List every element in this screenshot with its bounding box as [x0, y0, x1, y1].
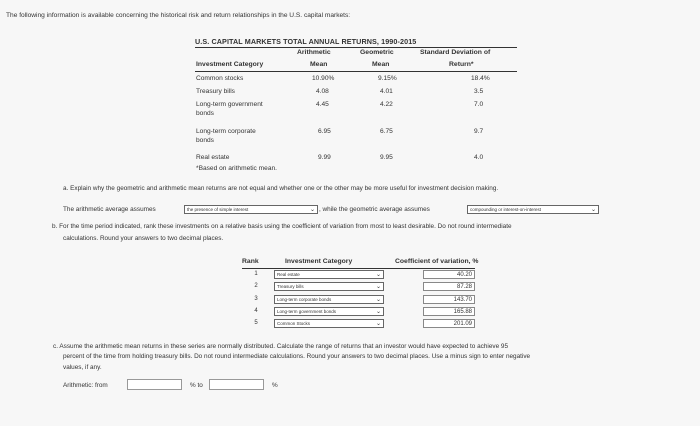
- row-arith: 4.45: [316, 101, 329, 108]
- rank-category-value: Treasury bills: [277, 284, 304, 289]
- arith-header-bottom: Mean: [310, 61, 328, 68]
- row-geo: 4.01: [380, 88, 393, 95]
- cv-input[interactable]: 40.20: [423, 270, 475, 279]
- row-category-cont: bonds: [196, 137, 214, 144]
- row-geo: 9.15%: [378, 75, 397, 82]
- row-category: Common stocks: [196, 75, 244, 82]
- geometric-assumption-value: compounding or interest-on-interest: [470, 207, 542, 212]
- sd-header-top: Standard Deviation of: [420, 49, 491, 56]
- part-c-question: c. Assume the arithmetic mean returns in these series are normally distributed. Calculate the range of returns that an investor would have expected to achieve 95: [53, 343, 509, 350]
- row-geo: 6.75: [380, 128, 393, 135]
- to-label: % to: [190, 382, 203, 389]
- row-arith: 9.99: [318, 154, 331, 161]
- rank-category-value: Common Stocks: [277, 321, 311, 326]
- percent-label: %: [272, 382, 278, 389]
- cv-input[interactable]: 201.09: [423, 319, 475, 328]
- row-sd: 9.7: [474, 128, 484, 135]
- row-sd: 7.0: [474, 101, 484, 108]
- rank-category-select[interactable]: [274, 270, 384, 279]
- part-a-prefix: The arithmetic average assumes: [63, 206, 156, 213]
- cv-input[interactable]: 165.88: [423, 307, 475, 316]
- geometric-assumption-dropdown[interactable]: [467, 205, 599, 214]
- row-arith: 4.08: [316, 88, 329, 95]
- rank-number: 1: [254, 271, 258, 277]
- arithmetic-assumption-dropdown[interactable]: [184, 205, 318, 214]
- rank-number: 3: [254, 296, 258, 302]
- rank-category-value: Long-term government bonds: [277, 309, 337, 314]
- part-c-question-cont: percent of the time from holding treasury bills. Do not round intermediate calculations. Round your answers to two decimal places. Use a minus sign to enter negative: [63, 353, 531, 360]
- rank-category-value: Real estate: [277, 272, 300, 277]
- rank-number: 4: [254, 308, 258, 314]
- cv-header: Coefficient of variation, %: [395, 258, 479, 265]
- category-col-header: Investment Category: [285, 258, 353, 265]
- table-footnote: *Based on arithmetic mean.: [196, 165, 277, 172]
- range-from-input[interactable]: [127, 379, 182, 390]
- row-arith: 6.95: [318, 128, 331, 135]
- geo-header-bottom: Mean: [372, 61, 390, 68]
- rank-category-select[interactable]: [274, 319, 384, 328]
- row-geo: 4.22: [380, 101, 393, 108]
- part-a-middle: , while the geometric average assumes: [319, 206, 430, 213]
- row-sd: 3.5: [474, 88, 484, 95]
- row-category: Treasury bills: [196, 88, 235, 95]
- chevron-down-icon: ⌄: [375, 297, 382, 303]
- arith-header-top: Arithmetic: [297, 49, 331, 56]
- table-title-rule: [195, 47, 517, 48]
- rank-number: 5: [254, 320, 258, 326]
- row-category: Long-term government: [196, 101, 263, 108]
- rank-category-select[interactable]: [274, 282, 384, 291]
- part-c-question-end: values, if any.: [63, 364, 102, 371]
- sd-header-bottom: Return*: [449, 61, 474, 68]
- row-category: Real estate: [196, 154, 230, 161]
- row-geo: 9.95: [380, 154, 393, 161]
- cv-input[interactable]: 143.70: [423, 295, 475, 304]
- arithmetic-from-label: Arithmetic: from: [63, 382, 108, 389]
- geo-header-top: Geometric: [360, 49, 394, 56]
- chevron-down-icon: ⌄: [375, 272, 382, 278]
- table-header-rule: [195, 71, 517, 72]
- chevron-down-icon: ⌄: [375, 321, 382, 327]
- range-to-input[interactable]: [209, 379, 264, 390]
- chevron-down-icon: ⌄: [590, 207, 597, 213]
- chevron-down-icon: ⌄: [375, 309, 382, 315]
- rank-category-value: Long-term corporate bonds: [277, 297, 332, 302]
- rank-number: 2: [254, 283, 258, 289]
- rank-header: Rank: [242, 258, 259, 265]
- part-a-question: a. Explain why the geometric and arithmetic mean returns are not equal and whether one or the other may be more useful for investment decision making.: [63, 185, 499, 192]
- rank-category-select[interactable]: [274, 307, 384, 316]
- table-title: U.S. CAPITAL MARKETS TOTAL ANNUAL RETURNS, 1990-2015: [195, 37, 417, 46]
- rank-category-select[interactable]: [274, 295, 384, 304]
- intro-text: The following information is available concerning the historical risk and return relationships in the U.S. capital markets:: [6, 12, 351, 19]
- category-header: Investment Category: [196, 61, 264, 68]
- part-b-question: b. For the time period indicated, rank these investments on a relative basis using the coefficient of variation from most to least desirable. Do not round intermediate: [52, 223, 512, 230]
- row-arith: 10.90%: [312, 75, 335, 82]
- chevron-down-icon: ⌄: [309, 207, 316, 213]
- row-sd: 4.0: [474, 154, 484, 161]
- cv-input[interactable]: 87.28: [423, 282, 475, 291]
- row-category: Long-term corporate: [196, 128, 256, 135]
- chevron-down-icon: ⌄: [375, 284, 382, 290]
- row-category-cont: bonds: [196, 110, 214, 117]
- rank-table-rule: [242, 268, 475, 269]
- part-b-instructions: calculations. Round your answers to two decimal places.: [63, 235, 224, 242]
- row-sd: 18.4%: [471, 75, 490, 82]
- arithmetic-assumption-value: the presence of simple interest: [187, 207, 249, 212]
